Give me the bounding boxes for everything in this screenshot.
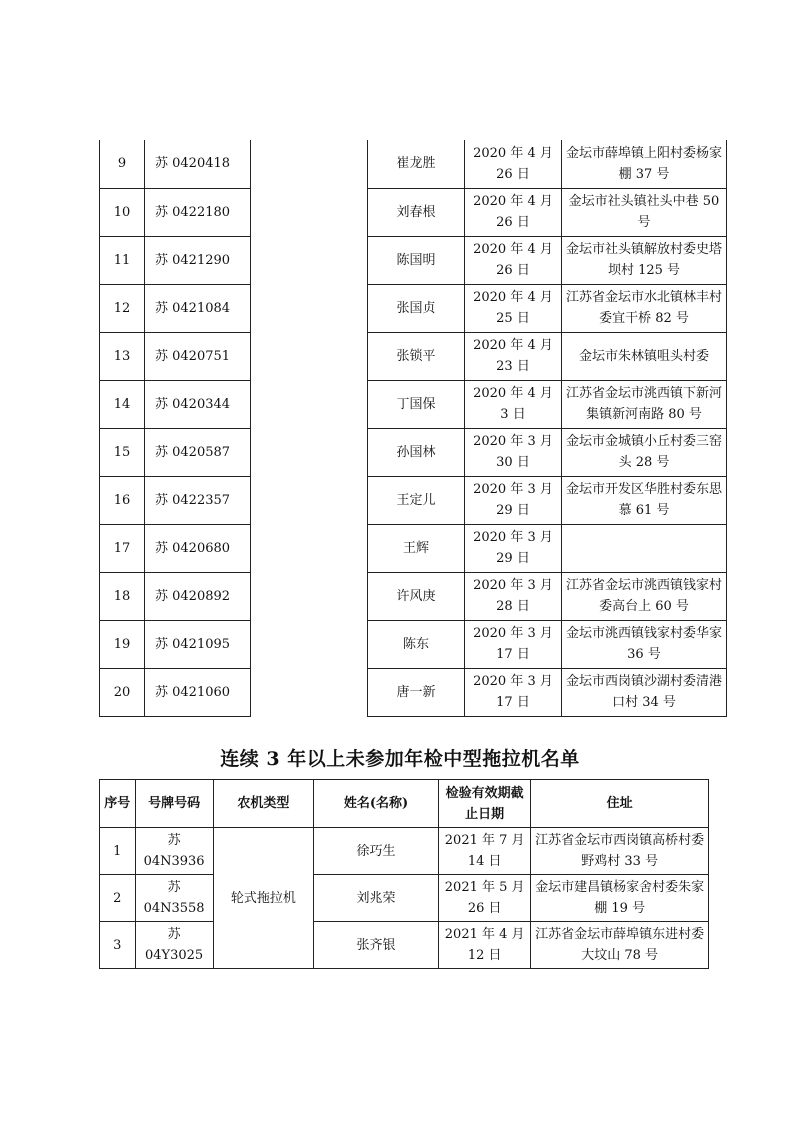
table-row xyxy=(100,332,727,380)
plate-number: 苏 0420892 xyxy=(145,572,251,620)
expiry-date: 2020 年 4 月 26 日 xyxy=(465,188,562,236)
table-row xyxy=(100,620,727,668)
expiry-date: 2021 年 7 月 14 日 xyxy=(438,828,530,875)
expiry-date: 2020 年 4 月 25 日 xyxy=(465,284,562,332)
row-index: 2 xyxy=(100,875,136,922)
row-index: 12 xyxy=(100,284,145,332)
plate-number: 苏 04N3558 xyxy=(135,875,213,922)
owner-address: 江苏省金坛市洮西镇下新河集镇新河南路 80 号 xyxy=(562,380,727,428)
table-row xyxy=(100,284,727,332)
expiry-date: 2020 年 4 月 26 日 xyxy=(465,236,562,284)
table-row xyxy=(100,524,727,572)
owner-address: 金坛市洮西镇钱家村委华家 36 号 xyxy=(562,620,727,668)
table-header xyxy=(100,780,709,828)
table-row xyxy=(100,380,727,428)
machine-type xyxy=(251,236,368,284)
machine-type xyxy=(251,284,368,332)
row-index: 9 xyxy=(100,140,145,188)
table-row xyxy=(100,922,709,969)
row-index: 11 xyxy=(100,236,145,284)
plate-number: 苏 0420344 xyxy=(145,380,251,428)
row-index: 3 xyxy=(100,922,136,969)
owner-name: 张齐银 xyxy=(314,922,439,969)
plate-number: 苏 0421290 xyxy=(145,236,251,284)
owner-name: 唐一新 xyxy=(368,668,465,716)
owner-name: 丁国保 xyxy=(368,380,465,428)
expiry-date: 2020 年 4 月 23 日 xyxy=(465,332,562,380)
table-row xyxy=(100,428,727,476)
table-row xyxy=(100,875,709,922)
machine-type xyxy=(251,476,368,524)
owner-address xyxy=(562,524,727,572)
machine-type: 轮式拖拉机 xyxy=(213,828,313,969)
owner-address: 金坛市薛埠镇上阳村委杨家棚 37 号 xyxy=(562,140,727,188)
header-type: 农机类型 xyxy=(213,780,313,828)
plate-number: 苏 0422357 xyxy=(145,476,251,524)
machine-type xyxy=(251,140,368,188)
header-name: 姓名(名称) xyxy=(314,780,439,828)
plate-number: 苏 0421060 xyxy=(145,668,251,716)
header-plate: 号牌号码 xyxy=(135,780,213,828)
table-row xyxy=(100,572,727,620)
row-index: 13 xyxy=(100,332,145,380)
header-address: 住址 xyxy=(531,780,709,828)
owner-name: 刘春根 xyxy=(368,188,465,236)
table-row xyxy=(100,140,727,188)
machine-type xyxy=(251,188,368,236)
section-title: 连续 3 年以上未参加年检中型拖拉机名单 xyxy=(220,748,580,770)
row-index: 20 xyxy=(100,668,145,716)
owner-address: 金坛市西岗镇沙湖村委清港口村 34 号 xyxy=(562,668,727,716)
owner-address: 江苏省金坛市洮西镇钱家村委高台上 60 号 xyxy=(562,572,727,620)
row-index: 14 xyxy=(100,380,145,428)
table-row xyxy=(100,668,727,716)
machine-type xyxy=(251,572,368,620)
owner-name: 许风庚 xyxy=(368,572,465,620)
machine-type xyxy=(251,524,368,572)
plate-number: 苏 0420418 xyxy=(145,140,251,188)
machine-type xyxy=(251,332,368,380)
table-body xyxy=(100,828,709,969)
plate-number: 苏 0420751 xyxy=(145,332,251,380)
expiry-date: 2020 年 3 月 29 日 xyxy=(465,476,562,524)
owner-address: 金坛市开发区华胜村委东思慕 61 号 xyxy=(562,476,727,524)
machine-type xyxy=(251,428,368,476)
table-body xyxy=(100,140,727,716)
expiry-date: 2020 年 3 月 28 日 xyxy=(465,572,562,620)
plate-number: 苏 0420587 xyxy=(145,428,251,476)
expiry-date: 2020 年 3 月 29 日 xyxy=(465,524,562,572)
owner-name: 刘兆荣 xyxy=(314,875,439,922)
owner-address: 江苏省金坛市薛埠镇东进村委大坟山 78 号 xyxy=(531,922,709,969)
owner-address: 金坛市金城镇小丘村委三窑头 28 号 xyxy=(562,428,727,476)
owner-name: 张锁平 xyxy=(368,332,465,380)
plate-number: 苏 04N3936 xyxy=(135,828,213,875)
row-index: 19 xyxy=(100,620,145,668)
expiry-date: 2020 年 4 月 3 日 xyxy=(465,380,562,428)
plate-number: 苏 04Y3025 xyxy=(135,922,213,969)
expiry-date: 2020 年 3 月 30 日 xyxy=(465,428,562,476)
machine-type xyxy=(251,380,368,428)
overdue-tractor-table-continued xyxy=(99,140,727,717)
header-index: 序号 xyxy=(100,780,136,828)
expiry-date: 2021 年 4 月 12 日 xyxy=(438,922,530,969)
owner-address: 江苏省金坛市西岗镇高桥村委野鸡村 33 号 xyxy=(531,828,709,875)
machine-type xyxy=(251,620,368,668)
owner-name: 陈国明 xyxy=(368,236,465,284)
row-index: 10 xyxy=(100,188,145,236)
table-row xyxy=(100,188,727,236)
expiry-date: 2020 年 3 月 17 日 xyxy=(465,620,562,668)
owner-address: 江苏省金坛市水北镇林丰村委宜干桥 82 号 xyxy=(562,284,727,332)
owner-name: 王定儿 xyxy=(368,476,465,524)
expiry-date: 2020 年 3 月 17 日 xyxy=(465,668,562,716)
owner-name: 王辉 xyxy=(368,524,465,572)
plate-number: 苏 0422180 xyxy=(145,188,251,236)
owner-name: 徐巧生 xyxy=(314,828,439,875)
owner-name: 崔龙胜 xyxy=(368,140,465,188)
table-row xyxy=(100,476,727,524)
row-index: 16 xyxy=(100,476,145,524)
owner-name: 张国贞 xyxy=(368,284,465,332)
owner-name: 孙国林 xyxy=(368,428,465,476)
owner-address: 金坛市建昌镇杨家舍村委朱家棚 19 号 xyxy=(531,875,709,922)
table-row xyxy=(100,828,709,875)
plate-number: 苏 0420680 xyxy=(145,524,251,572)
plate-number: 苏 0421095 xyxy=(145,620,251,668)
header-date: 检验有效期截止日期 xyxy=(438,780,530,828)
row-index: 17 xyxy=(100,524,145,572)
owner-address: 金坛市社头镇社头中巷 50 号 xyxy=(562,188,727,236)
owner-address: 金坛市朱林镇咀头村委 xyxy=(562,332,727,380)
owner-name: 陈东 xyxy=(368,620,465,668)
owner-address: 金坛市社头镇解放村委史塔坝村 125 号 xyxy=(562,236,727,284)
machine-type xyxy=(251,668,368,716)
row-index: 1 xyxy=(100,828,136,875)
medium-tractor-table xyxy=(99,779,709,969)
expiry-date: 2020 年 4 月 26 日 xyxy=(465,140,562,188)
header-row xyxy=(100,780,709,828)
row-index: 18 xyxy=(100,572,145,620)
expiry-date: 2021 年 5 月 26 日 xyxy=(438,875,530,922)
plate-number: 苏 0421084 xyxy=(145,284,251,332)
table-row xyxy=(100,236,727,284)
row-index: 15 xyxy=(100,428,145,476)
